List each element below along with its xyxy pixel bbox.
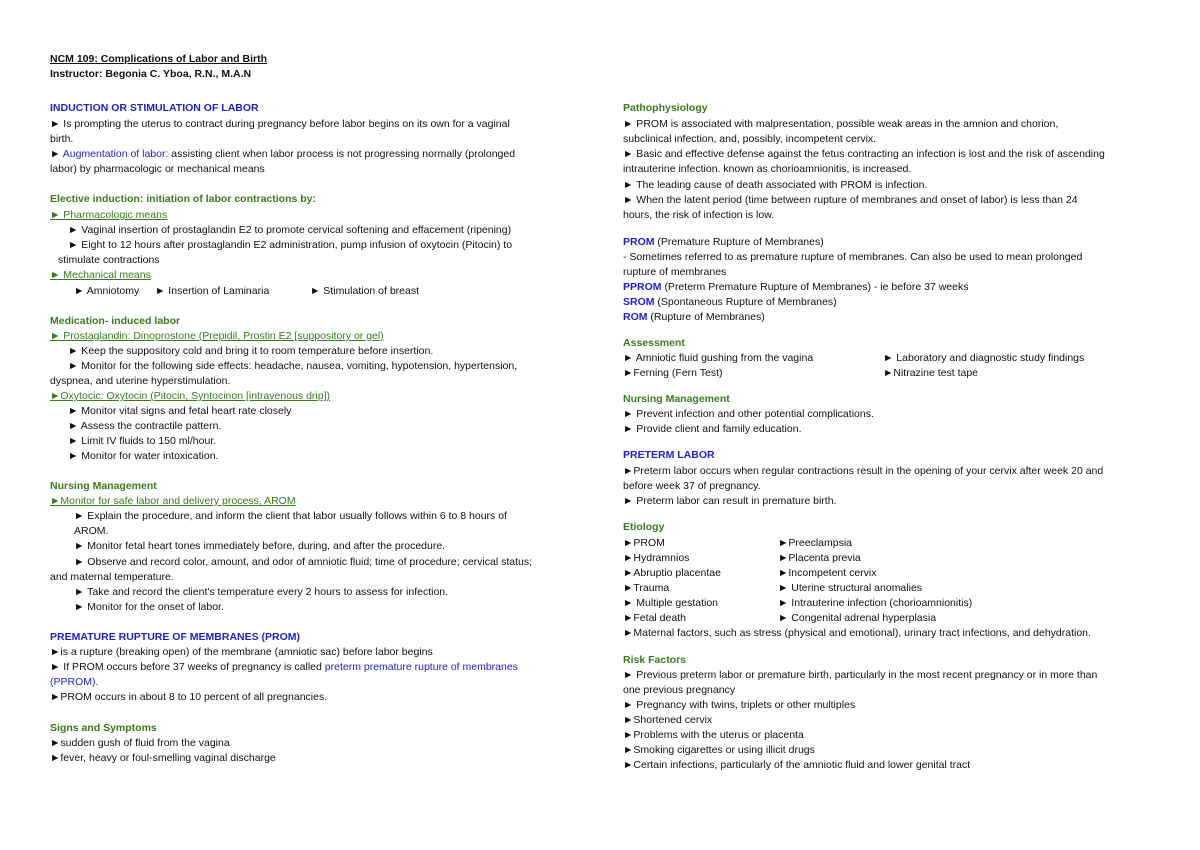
etiology-item: ► Intrauterine infection (chorioamnionitis) <box>778 597 973 609</box>
list-item: ►Smoking cigarettes or using illicit drugs <box>623 744 815 756</box>
list-item: ► Previous preterm labor or premature birth, particularly in the most recent pregnancy or in more than <box>623 669 1098 681</box>
nursing-heading: Nursing Management <box>50 480 157 492</box>
rom-full: (Rupture of Membranes) <box>650 311 765 323</box>
patho-text: hours, the risk of infection is low. <box>623 209 775 221</box>
preterm-text: ► Preterm labor can result in premature birth. <box>623 495 837 507</box>
prom-heading: PREMATURE RUPTURE OF MEMBRANES (PROM) <box>50 631 301 643</box>
augmentation-text: labor) by pharmacologic or mechanical means <box>50 163 265 175</box>
list-item: ► Pregnancy with twins, triplets or other multiples <box>623 699 856 711</box>
list-item: ►Problems with the uterus or placenta <box>623 729 804 741</box>
prom-full: (Premature Rupture of Membranes) <box>657 236 824 248</box>
list-item: ► Laboratory and diagnostic study findings <box>883 352 1085 364</box>
preterm-text: before week 37 of pregnancy. <box>623 480 761 492</box>
etiology-item: ►Trauma <box>623 582 670 594</box>
induction-heading: INDUCTION OR STIMULATION OF LABOR <box>50 102 259 114</box>
list-item: ► Insertion of Laminaria <box>155 285 270 297</box>
srom-definition <box>623 296 837 309</box>
pprom-definition <box>623 281 968 294</box>
signs-heading: Signs and Symptoms <box>50 722 157 734</box>
list-item: ► Amniotomy <box>74 285 140 297</box>
list-item: ► Monitor fetal heart tones immediately before, during, and after the procedure. <box>74 540 446 552</box>
list-item: ►Ferning (Fern Test) <box>623 367 723 379</box>
prom-abbr: PROM <box>623 236 655 248</box>
rom-definition <box>623 311 765 324</box>
etiology-item: ►Fetal death <box>623 612 686 624</box>
list-item: ► Eight to 12 hours after prostaglandin E2 administration, pump infusion of oxytocin (Pitocin) to <box>68 239 513 251</box>
list-item: ►Nitrazine test tape <box>883 367 979 379</box>
instructor-line: Instructor: Begonia C. Yboa, R.N., M.A.N <box>50 68 252 80</box>
etiology-item: ►Incompetent cervix <box>778 567 877 579</box>
list-item: ► Prevent infection and other potential complications. <box>623 408 874 420</box>
list-item: ► Take and record the client's temperature every 2 hours to assess for infection. <box>74 586 449 598</box>
list-item: ► Monitor vital signs and fetal heart rate closely <box>68 405 292 417</box>
rom-abbr: ROM <box>623 311 648 323</box>
patho-text: subclinical infection, and, possibly, incompetent cervix. <box>623 133 877 145</box>
patho-text: ► Basic and effective defense against the fetus contracting an infection is lost and the risk of ascending <box>623 148 1105 160</box>
list-item: one previous pregnancy <box>623 684 736 696</box>
augmentation-text: assisting client when labor process is not progressing normally (prolonged <box>168 148 516 160</box>
srom-full: (Spontaneous Rupture of Membranes) <box>657 296 837 308</box>
prom-note: rupture of membranes <box>623 266 727 278</box>
patho-text: ► PROM is associated with malpresentation, possible weak areas in the amnion and chorion, <box>623 118 1059 130</box>
prom-text: ►PROM occurs in about 8 to 10 percent of all pregnancies. <box>50 691 328 703</box>
induction-text: ► Is prompting the uterus to contract during pregnancy before labor begins on its own for a vaginal <box>50 118 510 130</box>
document-title: NCM 109: Complications of Labor and Birth <box>50 53 268 65</box>
mechanical-means: ► Mechanical means <box>50 269 151 281</box>
list-item: stimulate contractions <box>58 254 160 266</box>
list-item: ► Vaginal insertion of prostaglandin E2 to promote cervical softening and effacement (ripening) <box>68 224 512 236</box>
srom-abbr: SROM <box>623 296 655 308</box>
list-item: ► Monitor for the onset of labor. <box>74 601 224 613</box>
list-item: ►Shortened cervix <box>623 714 713 726</box>
prom-definition <box>623 236 824 249</box>
etiology-item: ►PROM <box>623 537 665 549</box>
medication-heading: Medication- induced labor <box>50 315 181 327</box>
pathophysiology-heading: Pathophysiology <box>623 102 708 114</box>
list-item: ► Stimulation of breast <box>310 285 420 297</box>
pprom-full: (Preterm Premature Rupture of Membranes) - ie before 37 weeks <box>664 281 969 293</box>
list-item: ► Limit IV fluids to 150 ml/hour. <box>68 435 217 447</box>
etiology-item: ► Congenital adrenal hyperplasia <box>778 612 937 624</box>
risk-factors-heading: Risk Factors <box>623 654 687 666</box>
preterm-heading: PRETERM LABOR <box>623 449 715 461</box>
list-item: ►fever, heavy or foul-smelling vaginal discharge <box>50 752 276 764</box>
list-item: ► Explain the procedure, and inform the client that labor usually follows within 6 to 8 hours of <box>74 510 507 522</box>
augmentation-term: Augmentation of labor: <box>62 148 169 160</box>
nursing-management-heading: Nursing Management <box>623 393 730 405</box>
list-item: ► Monitor for water intoxication. <box>68 450 219 462</box>
etiology-item: ►Placenta previa <box>778 552 861 564</box>
list-item: ► Monitor for the following side effects: headache, nausea, vomiting, hypotension, hypertension, <box>68 360 518 372</box>
etiology-item: ►Abruptio placentae <box>623 567 721 579</box>
oxytocic-line: ►Oxytocic: Oxytocin (Pitocin, Syntocinon [intravenous drip]) <box>50 390 331 402</box>
patho-text: intrauterine infection. known as chorioamnionitis, is increased. <box>623 163 912 175</box>
etiology-item: ►Hydramnios <box>623 552 690 564</box>
list-item: AROM. <box>74 525 109 537</box>
augmentation-line <box>50 148 515 161</box>
list-item: ► Keep the suppository cold and bring it to room temperature before insertion. <box>68 345 434 357</box>
induction-text: birth. <box>50 133 74 145</box>
etiology-footer: ►Maternal factors, such as stress (physical and emotional), urinary tract infections, and dehydration. <box>623 627 1091 639</box>
list-item: and maternal temperature. <box>50 571 174 583</box>
nursing-subheading: ►Monitor for safe labor and delivery process, AROM <box>50 495 296 507</box>
preterm-text: ►Preterm labor occurs when regular contractions result in the opening of your cervix after week 20 and <box>623 465 1104 477</box>
prostaglandin-line: ► Prostaglandin: Dinoprostone (Prepidil, Prostin E2 [suppository or gel) <box>50 330 384 342</box>
list-item: ►sudden gush of fluid from the vagina <box>50 737 230 749</box>
list-item: ► Assess the contractile pattern. <box>68 420 222 432</box>
pprom-term: preterm premature rupture of membranes <box>324 661 518 673</box>
prom-text <box>50 661 518 674</box>
list-item: ► Observe and record color, amount, and odor of amniotic fluid; time of procedure; cervical status; <box>74 556 533 568</box>
etiology-heading: Etiology <box>623 521 665 533</box>
list-item: dyspnea, and uterine hyperstimulation. <box>50 375 231 387</box>
etiology-item: ► Uterine structural anomalies <box>778 582 923 594</box>
list-item: ►Certain infections, particularly of the amniotic fluid and lower genital tract <box>623 759 971 771</box>
prom-note: - Sometimes referred to as premature rupture of membranes. Can also be used to mean prolonged <box>623 251 1083 263</box>
pharmacologic-means: ► Pharmacologic means <box>50 209 168 221</box>
etiology-item: ► Multiple gestation <box>623 597 719 609</box>
pprom-abbr: PPROM <box>623 281 662 293</box>
assessment-heading: Assessment <box>623 337 685 349</box>
pprom-term: (PPROM). <box>50 676 99 688</box>
elective-heading: Elective induction: initiation of labor contractions by: <box>50 193 317 205</box>
bullet: ► <box>50 148 63 160</box>
prom-text: ►is a rupture (breaking open) of the membrane (amniotic sac) before labor begins <box>50 646 433 658</box>
list-item: ► Provide client and family education. <box>623 423 802 435</box>
prom-text-part: ► If PROM occurs before 37 weeks of pregnancy is called <box>50 661 325 673</box>
patho-text: ► When the latent period (time between rupture of membranes and onset of labor) is less than 24 <box>623 194 1078 206</box>
patho-text: ► The leading cause of death associated with PROM is infection. <box>623 179 928 191</box>
etiology-item: ►Preeclampsia <box>778 537 853 549</box>
list-item: ► Amniotic fluid gushing from the vagina <box>623 352 814 364</box>
